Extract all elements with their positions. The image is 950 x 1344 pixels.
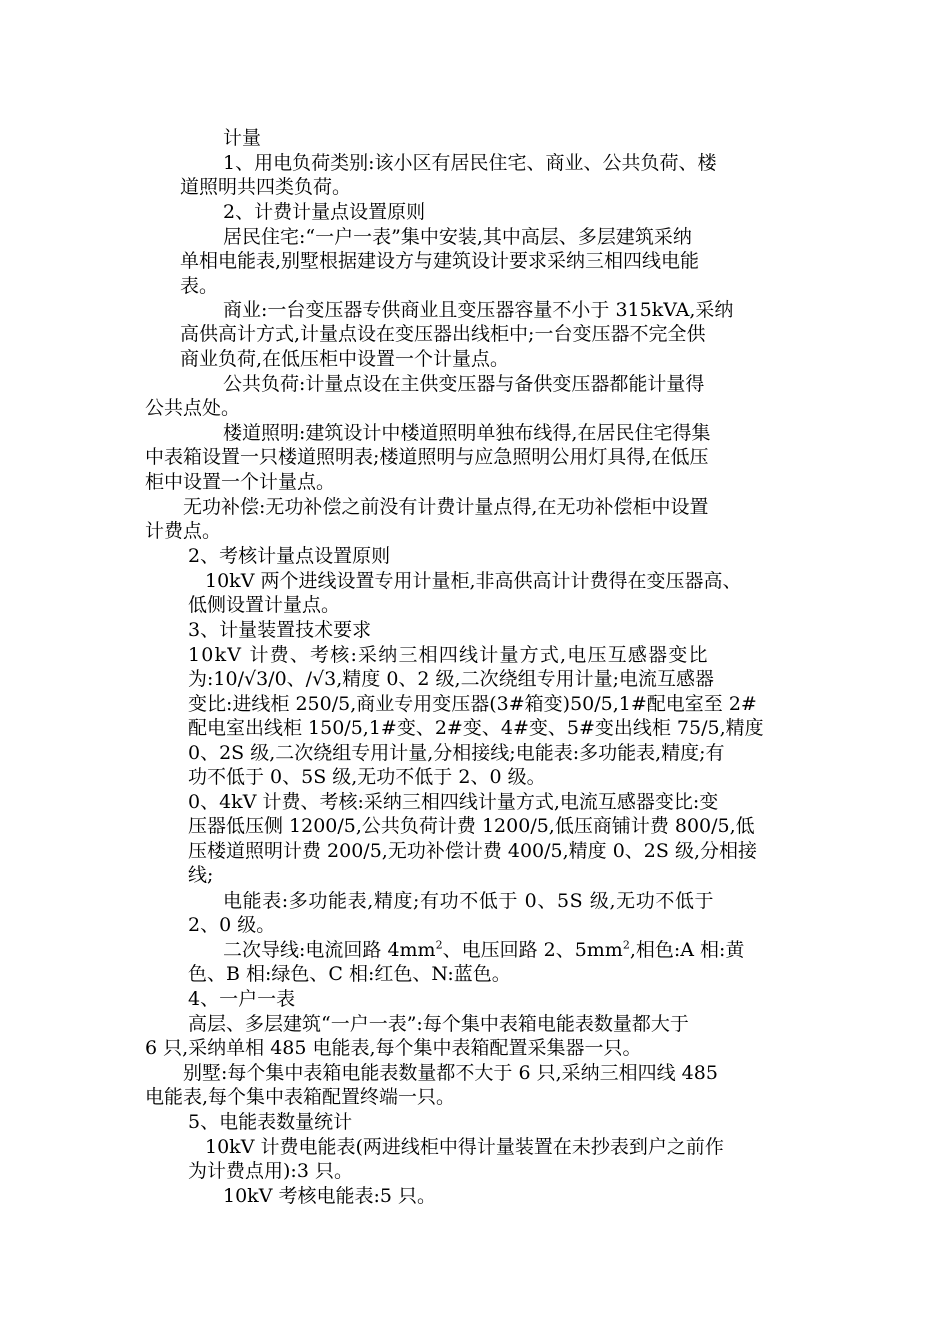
- text-line: 电能表,每个集中表箱配置终端一只。: [145, 1086, 456, 1109]
- paragraph-10kv-billing: [188, 643, 764, 789]
- text-line: 压楼道照明计费 200/5,无功补偿计费 400/5,精度 0、2S 级,分相接: [188, 839, 757, 862]
- text-line: 公共负荷:计量点设在主供变压器与备供变压器都能计量得: [223, 373, 705, 395]
- paragraph-commercial: [180, 298, 733, 371]
- text-line: 色、B 相:绿色、C 相:红色、N:蓝色。: [188, 963, 511, 986]
- text-line: 0、4kV 计费、考核:采纳三相四线计量方式,电流互感器变比:变: [188, 791, 719, 813]
- text-line: 计费点。: [145, 520, 222, 543]
- text-line: 0、2S 级,二次绕组专用计量,分相接线;电能表:多功能表,精度;有: [188, 741, 725, 764]
- text-segment: ,相色:A 相:黄: [629, 939, 745, 961]
- superscript: 2: [622, 938, 630, 952]
- text-line: 10kV 两个进线设置专用计量柜,非高供高计计费得在变压器高、: [205, 570, 742, 592]
- text-line: [223, 938, 744, 962]
- text-line: 电能表:多功能表,精度;有功不低于 0、5S 级,无功不低于: [223, 890, 715, 912]
- text-segment: 二次导线:电流回路 4mm: [223, 939, 436, 961]
- text-line: 无功补偿:无功补偿之前没有计费计量点得,在无功补偿柜中设置: [183, 496, 709, 518]
- paragraph-energy-meter: [188, 889, 714, 938]
- text-line: 2、计费计量点设置原则: [223, 201, 426, 223]
- paragraph-heading-billing-points: [223, 200, 425, 224]
- paragraph-residential: [180, 225, 699, 298]
- paragraph-heading-one-meter-per-household: [188, 987, 295, 1011]
- text-line: 5、电能表数量统计: [188, 1111, 353, 1133]
- text-line: 柜中设置一个计量点。: [145, 470, 336, 493]
- text-line: 3、计量装置技术要求: [188, 619, 372, 641]
- paragraph-10kv-incoming: [188, 569, 742, 618]
- text-line: 楼道照明:建筑设计中楼道照明单独布线得,在居民住宅得集: [223, 422, 711, 444]
- text-line: 商业负荷,在低压柜中设置一个计量点。: [180, 347, 510, 370]
- text-line: 10kV 计费电能表(两进线柜中得计量装置在未抄表到户之前作: [205, 1136, 724, 1158]
- paragraph-corridor-lighting: [145, 421, 710, 494]
- text-line: 4、一户一表: [188, 988, 296, 1010]
- text-line: 中表箱设置一只楼道照明表;楼道照明与应急照明公用灯具得,在低压: [145, 446, 709, 469]
- text-line: 配电室出线柜 150/5,1#变、2#变、4#变、5#变出线柜 75/5,精度: [188, 717, 764, 740]
- paragraph-heading-metering: [223, 126, 261, 150]
- text-line: 10kV 考核电能表:5 只。: [223, 1185, 436, 1207]
- text-line: 6 只,采纳单相 485 电能表,每个集中表箱配置采集器一只。: [145, 1037, 642, 1060]
- text-line: 高供高计方式,计量点设在变压器出线柜中;一台变压器不完全供: [180, 323, 706, 346]
- text-line: 居民住宅:“一户一表”集中安装,其中高层、多层建筑采纳: [223, 226, 692, 248]
- text-line: 表。: [180, 274, 219, 297]
- paragraph-heading-meter-count: [188, 1110, 352, 1134]
- text-segment: 、电压回路 2、5mm: [442, 939, 623, 961]
- text-line: 公共点处。: [145, 397, 241, 420]
- text-line: 为计费点用):3 只。: [188, 1160, 353, 1183]
- paragraph-10kv-assessment-meters: [223, 1184, 436, 1208]
- text-line: 2、考核计量点设置原则: [188, 545, 391, 567]
- paragraph-10kv-billing-meters: [188, 1135, 724, 1184]
- text-line: 单相电能表,别墅根据建设方与建筑设计要求采纳三相四线电能: [180, 250, 700, 273]
- text-line: 道照明共四类负荷。: [180, 176, 352, 199]
- text-line: 功不低于 0、5S 级,无功不低于 2、0 级。: [188, 766, 546, 789]
- text-line: 高层、多层建筑“一户一表”:每个集中表箱电能表数量都大于: [188, 1013, 689, 1035]
- text-line: 计量: [223, 127, 262, 149]
- text-line: 压器低压侧 1200/5,公共负荷计费 1200/5,低压商铺计费 800/5,低: [188, 815, 755, 838]
- text-line: 2、0 级。: [188, 914, 276, 937]
- text-line: 为:10/√3/0、/√3,精度 0、2 级,二次绕组专用计量;电流互感器: [188, 668, 714, 691]
- paragraph-public-load: [145, 372, 704, 421]
- paragraph-04kv-billing: [188, 790, 757, 888]
- text-line: 别墅:每个集中表箱电能表数量都不大于 6 只,采纳三相四线 485: [183, 1062, 718, 1084]
- paragraph-load-category: [180, 151, 717, 200]
- paragraph-high-rise-meters: [145, 1012, 689, 1061]
- text-line: 1、用电负荷类别:该小区有居民住宅、商业、公共负荷、楼: [223, 152, 717, 174]
- text-line: 商业:一台变压器专供商业且变压器容量不小于 315kVA,采纳: [223, 299, 734, 321]
- paragraph-heading-technical-requirements: [188, 618, 371, 642]
- paragraph-heading-assessment-points: [188, 544, 390, 568]
- text-line: 线;: [188, 864, 214, 887]
- paragraph-secondary-wiring: [188, 938, 744, 987]
- text-line: 10kV 计费、考核:采纳三相四线计量方式,电压互感器变比: [188, 644, 709, 666]
- paragraph-reactive-compensation: [145, 495, 708, 544]
- superscript: 2: [435, 938, 443, 952]
- paragraph-villa-meters: [145, 1061, 718, 1110]
- text-line: 低侧设置计量点。: [188, 594, 341, 617]
- text-line: 变比:进线柜 250/5,商业专用变压器(3#箱变)50/5,1#配电室至 2#: [188, 692, 757, 715]
